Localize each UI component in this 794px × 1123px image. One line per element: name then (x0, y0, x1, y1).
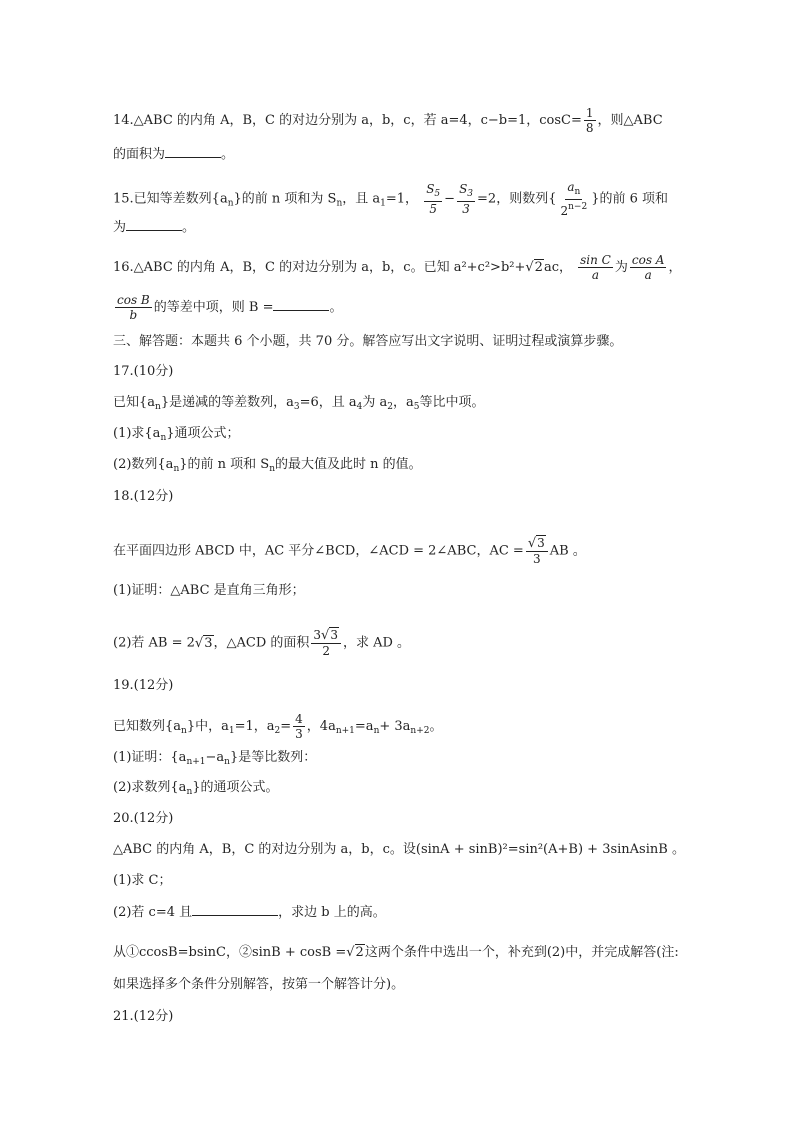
q19-p1b: −a (205, 750, 225, 765)
q15-eq: =2，则数列{ (477, 191, 557, 207)
q17-s6: 等比中项。 (419, 395, 485, 410)
sub-1: 1 (228, 726, 235, 736)
q20-part1: (1)求 C； (113, 873, 172, 888)
q19-s3: =1，a (234, 719, 275, 734)
q15-end: 。 (182, 220, 196, 235)
sub-3: 3 (293, 402, 300, 412)
sqrt-2-val: 2 (534, 260, 543, 275)
q18-p2c: ，求 AD 。 (342, 635, 411, 651)
q19-fraction (293, 712, 305, 741)
q14-text-end: ，则△ABC (597, 113, 663, 128)
q16-line1 (113, 253, 682, 282)
q14-area-label: 的面积为 (113, 147, 166, 162)
q18-part1: (1)证明：△ABC 是直角三角形； (113, 583, 305, 598)
q17-p1b: }通项公式； (166, 426, 240, 441)
q16-f2-den: a (644, 268, 652, 282)
q16-frac-sinc (578, 253, 613, 282)
section3-heading: 三、解答题：本题共 6 个小题，共 70 分。解答应写出文字说明、证明过程或演算步骤。 (113, 334, 623, 349)
q19-p1c: }是等比数列： (229, 750, 317, 765)
q14-line2 (113, 145, 234, 164)
q19-s6: =a (354, 719, 374, 734)
q19-stem (113, 712, 443, 741)
q19-frac-num: 4 (295, 712, 303, 726)
q19-p2b: }的通项公式。 (192, 780, 279, 795)
sub-n: n (160, 433, 167, 443)
q17-p1: (1)求{a (113, 426, 161, 441)
q15-minus: − (444, 191, 456, 207)
q20-cond1: 从①ccosB=bsinC，②sinB + cosB = (113, 945, 347, 960)
sqrt-3: √3 (194, 635, 213, 651)
sub-n1: n+1 (335, 726, 355, 736)
q17-stem (113, 394, 485, 416)
q18-coef: 3 (313, 628, 322, 642)
q15-f1-num: S (426, 182, 435, 196)
q15-f2-den: 3 (462, 202, 470, 216)
sub-2: 2 (274, 726, 281, 736)
sub-4: 4 (356, 402, 363, 412)
q17-s3: =6，且 a (299, 395, 357, 410)
q20-cond1b: 这两个条件中选出一个，补充到(2)中，并完成解答(注: (364, 945, 679, 960)
sub-n1: n+1 (186, 757, 206, 767)
q19-s4: = (280, 719, 292, 734)
sqrt-3-val: 3 (204, 635, 213, 651)
q18-part2 (113, 628, 410, 658)
q15-line1 (113, 180, 668, 218)
q17-s4: 为 a (362, 395, 388, 410)
q16-f1-num: sin C (580, 253, 611, 267)
q19-head: 19.(12分) (113, 678, 174, 693)
q19-p2: (2)求数列{a (113, 780, 187, 795)
q16-comma: ， (668, 260, 682, 275)
q19-s7: + 3a (379, 719, 411, 734)
q15-f3-sub: n (574, 187, 581, 197)
q16-f3-den: b (129, 308, 138, 322)
sqrt-2-val: 2 (355, 945, 364, 960)
q20-stem: △ABC 的内角 A，B，C 的对边分别为 a，b，c。设(sinA + sinB)²=sin²(A+B) + 3sinAsinB 。 (113, 842, 685, 857)
q17-s1: 已知{a (113, 395, 156, 410)
q20-p2: (2)若 c=4 且 (113, 905, 193, 920)
q15-frac-s3 (457, 182, 475, 216)
q14-text: 14.△ABC 的内角 A，B，C 的对边分别为 a，b，c，若 a=4，c−b=1，cosC= (113, 113, 582, 128)
q19-part2 (113, 779, 279, 801)
q14-line1 (113, 106, 663, 135)
q20-conditions (113, 944, 679, 962)
sub-n: n (181, 726, 187, 736)
sqrt-2: √2 (525, 260, 543, 275)
q19-part1 (113, 749, 316, 771)
q15-line2 (113, 218, 195, 237)
q16-line2 (113, 293, 342, 322)
q18-s1: 在平面四边形 ABCD 中，AC 平分∠BCD，∠ACD = 2∠ABC，AC = (113, 543, 524, 559)
q18-p2: (2)若 AB = 2 (113, 635, 195, 651)
q14-fraction (584, 106, 596, 135)
sub-n: n (227, 198, 234, 209)
q19-s2: }中，a (186, 719, 229, 734)
q17-part1 (113, 425, 240, 447)
q16-end: 。 (329, 300, 343, 315)
q18-frac-den2: 2 (322, 644, 330, 658)
sub-n: n (373, 726, 380, 736)
q16-f2-num: cos A (631, 253, 665, 267)
q18-s2: AB 。 (549, 543, 586, 559)
sub-n: n (173, 464, 180, 474)
q15-f1-den: 5 (429, 202, 437, 216)
q14-frac-num: 1 (585, 106, 594, 120)
q15-f1-sub: 5 (434, 189, 441, 199)
sub-2: 2 (387, 402, 393, 412)
q18-p2b: ，△ACD 的面积 (213, 635, 310, 651)
q15-text: 15.已知等差数列{a (113, 191, 228, 207)
q16-wei: 为 (614, 260, 628, 275)
q15-frac-s5 (424, 182, 442, 216)
q14-end: 。 (221, 147, 235, 162)
q20-head: 20.(12分) (113, 811, 174, 826)
q20-part2 (113, 903, 386, 922)
q14-answer-blank[interactable] (165, 145, 221, 158)
q20-p2b: ，求边 b 上的高。 (278, 905, 386, 920)
sub-1: 1 (380, 198, 386, 209)
q17-s2: }是递减的等差数列，a (160, 395, 294, 410)
q15-text-d: =1， (385, 191, 419, 207)
q17-s5: ，a (393, 395, 414, 410)
sub-n: n (155, 402, 161, 412)
q17-p2c: 的最大值及此时 n 的值。 (274, 457, 422, 472)
q15-text2: }的前 6 项和 (591, 191, 668, 207)
sqrt-2: √2 (346, 945, 364, 960)
q18-frac-sqrt3-3: $\frac{√3}{3}$ (526, 536, 548, 566)
q16-f1-den: a (591, 268, 600, 282)
q17-head: 17.(10分) (113, 364, 174, 379)
sub-n: n (224, 757, 230, 767)
q15-f2-sub: 3 (467, 189, 474, 199)
q19-s1: 已知数列{a (113, 719, 182, 734)
q20-condition-blank[interactable] (192, 903, 278, 916)
q15-wei: 为 (113, 220, 127, 235)
sub-n: n (336, 198, 343, 209)
q15-f3-den: 2 (560, 204, 569, 218)
sqrt-3: 3 (330, 628, 338, 642)
q16-frac-cosb (115, 293, 152, 322)
q21-head: 21.(12分) (113, 1009, 174, 1024)
q15-text-c: ，且 a (342, 191, 381, 207)
q19-s5: ，4a (306, 719, 336, 734)
q15-f2-num: S (459, 182, 468, 196)
sub-5: 5 (413, 402, 420, 412)
q18-frac-area: $\frac{3√3}{2}$ (311, 628, 341, 658)
q17-p2b: }的前 n 项和 S (179, 457, 270, 472)
q20-note: 如果选择多个条件分别解答，按第一个解答计分)。 (113, 977, 405, 992)
q16-text2: 的等差中项，则 B = (153, 300, 274, 315)
q15-f3-num: a (567, 180, 575, 194)
q18-head: 18.(12分) (113, 489, 174, 504)
q16-text: 16.△ABC 的内角 A，B，C 的对边分别为 a，b，c。已知 a²+c²>b²+ (113, 260, 526, 275)
q19-s8: 。 (429, 719, 443, 734)
q15-frac-an (558, 180, 589, 218)
q15-f3-exp: n−2 (568, 202, 588, 212)
q16-frac-cosa (630, 253, 667, 282)
q17-part2 (113, 456, 422, 478)
q19-frac-den: 3 (295, 727, 303, 741)
sub-n: n (186, 787, 193, 797)
q15-answer-blank[interactable] (126, 218, 182, 231)
q18-frac-den: 3 (532, 552, 541, 566)
sub-n2: n+2 (410, 726, 430, 736)
q15-text-b: }的前 n 项和为 S (233, 191, 337, 207)
sub-n: n (269, 464, 275, 474)
q16-ac: ac， (543, 260, 572, 275)
q16-answer-blank[interactable] (273, 298, 329, 311)
q18-stem (113, 536, 586, 566)
sqrt-3: 3 (537, 536, 545, 550)
q17-p2: (2)数列{a (113, 457, 174, 472)
q19-p1: (1)证明：{a (113, 750, 187, 765)
q14-frac-den: 8 (585, 121, 594, 135)
q16-f3-num: cos B (117, 293, 150, 307)
